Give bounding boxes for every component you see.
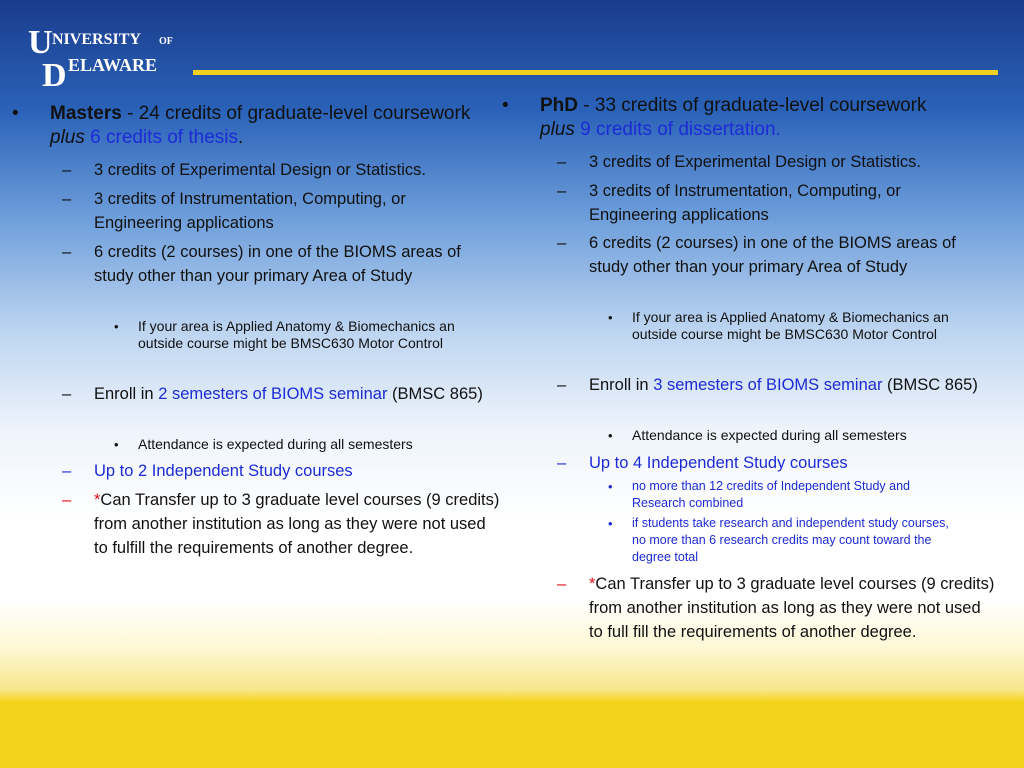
masters-plus: plus — [50, 127, 85, 148]
university-of-delaware-logo — [28, 20, 188, 90]
phd-subitem-research-credits: • if students take research and independent study courses, no more than 6 research credits may count toward the degree total — [608, 516, 949, 564]
logo-word-university: NIVERSITY — [52, 31, 141, 48]
masters-item-bioms-areas: – 6 credits (2 courses) in one of the BIOMS areas of study other than your primary Area of Study — [62, 243, 461, 285]
masters-desc: - 24 credits of graduate-level coursework — [121, 103, 471, 124]
phd-title: PhD — [540, 95, 578, 116]
phd-subitem-research-limit: • no more than 12 credits of Independent Study and Research combined — [608, 479, 910, 510]
masters-item-seminar: – Enroll in 2 semesters of BIOMS seminar (BMSC 865) — [62, 385, 483, 403]
phd-item-seminar: – Enroll in 3 semesters of BIOMS seminar (BMSC 865) — [557, 376, 978, 394]
phd-bullet: • PhD - 33 credits of graduate-level coursework plus 9 credits of dissertation. — [502, 95, 927, 140]
masters-thesis-credits: 6 credits of thesis — [90, 127, 238, 148]
logo-word-of: OF — [159, 36, 173, 47]
logo-word-delaware: ELAWARE — [68, 55, 158, 75]
phd-item-instrumentation: – 3 credits of Instrumentation, Computing, or Engineering applications — [557, 182, 901, 224]
masters-item-instrumentation: – 3 credits of Instrumentation, Computing, or Engineering applications — [62, 190, 406, 232]
masters-bullet: • Masters - 24 credits of graduate-level coursework plus 6 credits of thesis. — [12, 103, 471, 148]
phd-subitem-attendance: • Attendance is expected during all semesters — [608, 427, 907, 443]
phd-item-independent-study: – Up to 4 Independent Study courses — [557, 454, 848, 472]
masters-subitem-anatomy: • If your area is Applied Anatomy & Biomechanics an outside course might be BMSC630 Motor Control — [114, 318, 455, 351]
phd-subitem-anatomy: • If your area is Applied Anatomy & Biomechanics an outside course might be BMSC630 Motor Control — [608, 309, 949, 342]
phd-seminar-link: 3 semesters of BIOMS seminar — [653, 376, 883, 394]
masters-item-transfer: – *Can Transfer up to 3 graduate level courses (9 credits) from another institution as long as they were not used to fulfill the requirements of another degree. — [62, 491, 500, 557]
phd-plus: plus — [540, 119, 575, 140]
logo-initial-u: U — [28, 24, 53, 61]
phd-item-stats: – 3 credits of Experimental Design or Statistics. — [557, 153, 921, 171]
masters-item-independent-study: – Up to 2 Independent Study courses — [62, 462, 353, 480]
header-rule — [193, 70, 998, 75]
phd-item-transfer: – *Can Transfer up to 3 graduate level courses (9 credits) from another institution as long as they were not used to full fill the requirements of another degree. — [557, 575, 995, 641]
logo-initial-d: D — [42, 57, 67, 90]
phd-dissertation-credits: 9 credits of dissertation. — [580, 119, 781, 140]
phd-item-bioms-areas: – 6 credits (2 courses) in one of the BIOMS areas of study other than your primary Area of Study — [557, 234, 956, 276]
masters-title: Masters — [50, 103, 122, 124]
phd-desc: - 33 credits of graduate-level coursework — [578, 95, 927, 116]
masters-subitem-attendance: • Attendance is expected during all semesters — [114, 436, 413, 452]
masters-item-stats: – 3 credits of Experimental Design or Statistics. — [62, 161, 426, 179]
masters-seminar-link: 2 semesters of BIOMS seminar — [158, 385, 388, 403]
